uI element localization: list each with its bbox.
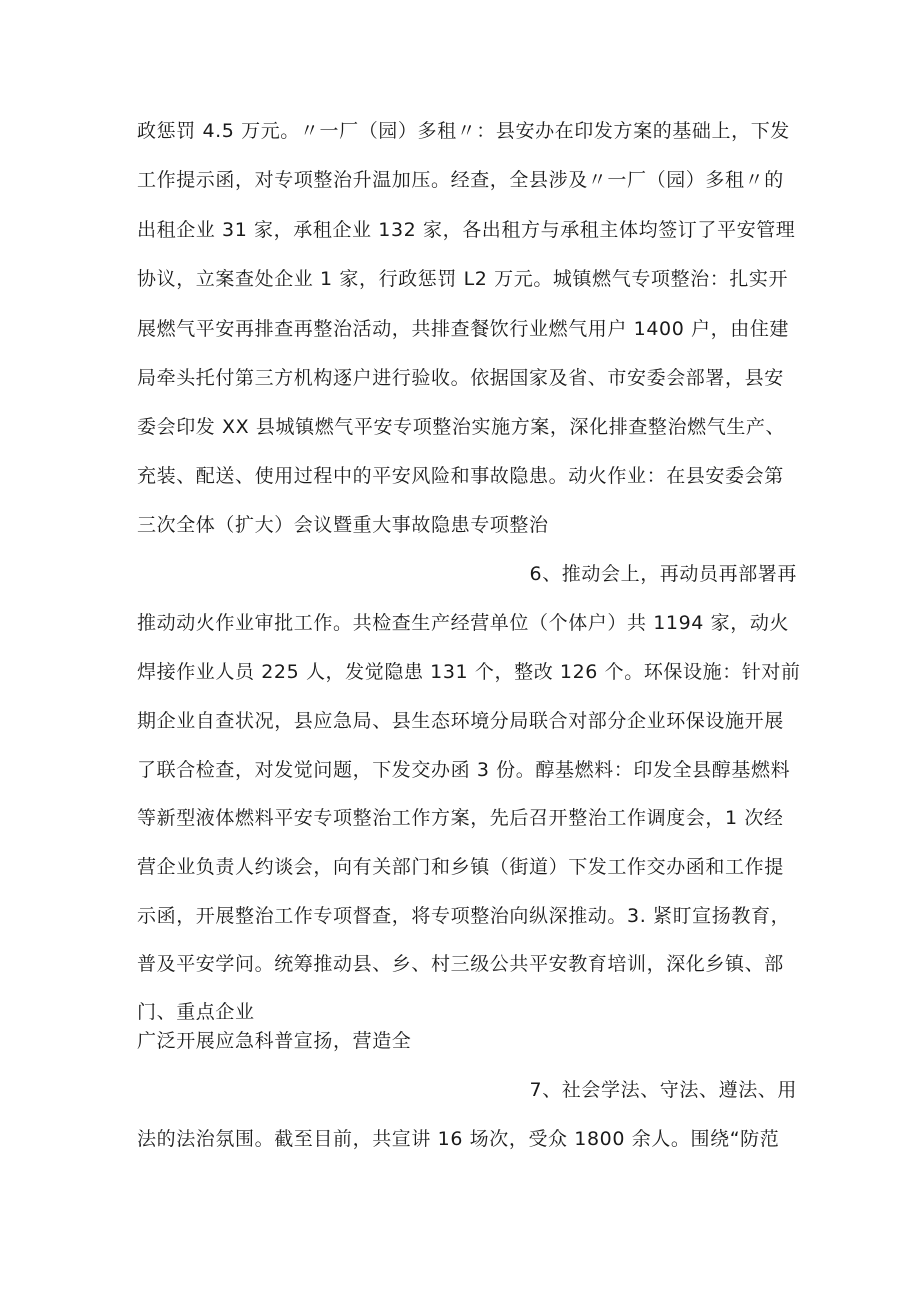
text-line-7: 委会印发 XX 县城镇燃气平安专项整治实施方案，深化排查整治燃气生产、 [137,416,786,438]
text-line-18: 普及平安学问。统筹推动县、乡、村三级公共平安教育培训，深化乡镇、部 [137,953,784,975]
text-line-14: 了联合检查，对发觉问题，下发交办函 3 份。醇基燃料：印发全县醇基燃料 [137,759,791,781]
text-line-15: 等新型液体燃料平安专项整治工作方案，先后召开整治工作调度会，1 次经 [137,807,784,829]
text-line-3: 出租企业 31 家，承租企业 132 家，各出租方与承租主体均签订了平安管理 [137,219,796,241]
text-line-12: 焊接作业人员 225 人，发觉隐患 131 个，整改 126 个。环保设施：针对前 [137,661,801,683]
text-line-6: 局牵头托付第三方机构逐户进行验收。依据国家及省、市安委会部署，县安 [137,367,784,389]
text-line-22: 法的法治氛围。截至目前，共宣讲 16 场次，受众 1800 余人。围绕“防范 [137,1128,780,1150]
text-line-19: 门、重点企业 [137,1001,255,1023]
text-line-2: 工作提示函，对专项整治升温加压。经查，全县涉及〃一厂（园）多租〃的 [137,169,784,191]
text-line-20: 广泛开展应急科普宣扬，营造全 [137,1030,412,1052]
text-line-16: 营企业负责人约谈会，向有关部门和乡镇（街道）下发工作交办函和工作提 [137,856,784,878]
text-line-13: 期企业自查状况，县应急局、县生态环境分局联合对部分企业环保设施开展 [137,710,784,732]
text-line-11: 推动动火作业审批工作。共检查生产经营单位（个体户）共 1194 家，动火 [137,612,790,634]
text-line-5: 展燃气平安再排查再整治活动，共排查餐饮行业燃气用户 1400 户，由住建 [137,318,790,340]
paragraph-6-heading: 6、推动会上，再动员再部署再 [529,563,797,585]
text-line-8: 充装、配送、使用过程中的平安风险和事故隐患。动火作业：在县安委会第 [137,465,784,487]
paragraph-7-heading: 7、社会学法、守法、遵法、用 [529,1079,797,1101]
text-line-17: 示函，开展整治工作专项督查，将专项整治向纵深推动。3. 紧盯宣扬教育， [137,905,791,927]
text-line-4: 协议，立案查处企业 1 家，行政惩罚 L2 万元。城镇燃气专项整治：扎实开 [137,268,789,290]
text-line-1: 政惩罚 4.5 万元。〃一厂（园）多租〃：县安办在印发方案的基础上，下发 [137,120,790,142]
text-line-9: 三次全体（扩大）会议暨重大事故隐患专项整治 [137,514,549,536]
